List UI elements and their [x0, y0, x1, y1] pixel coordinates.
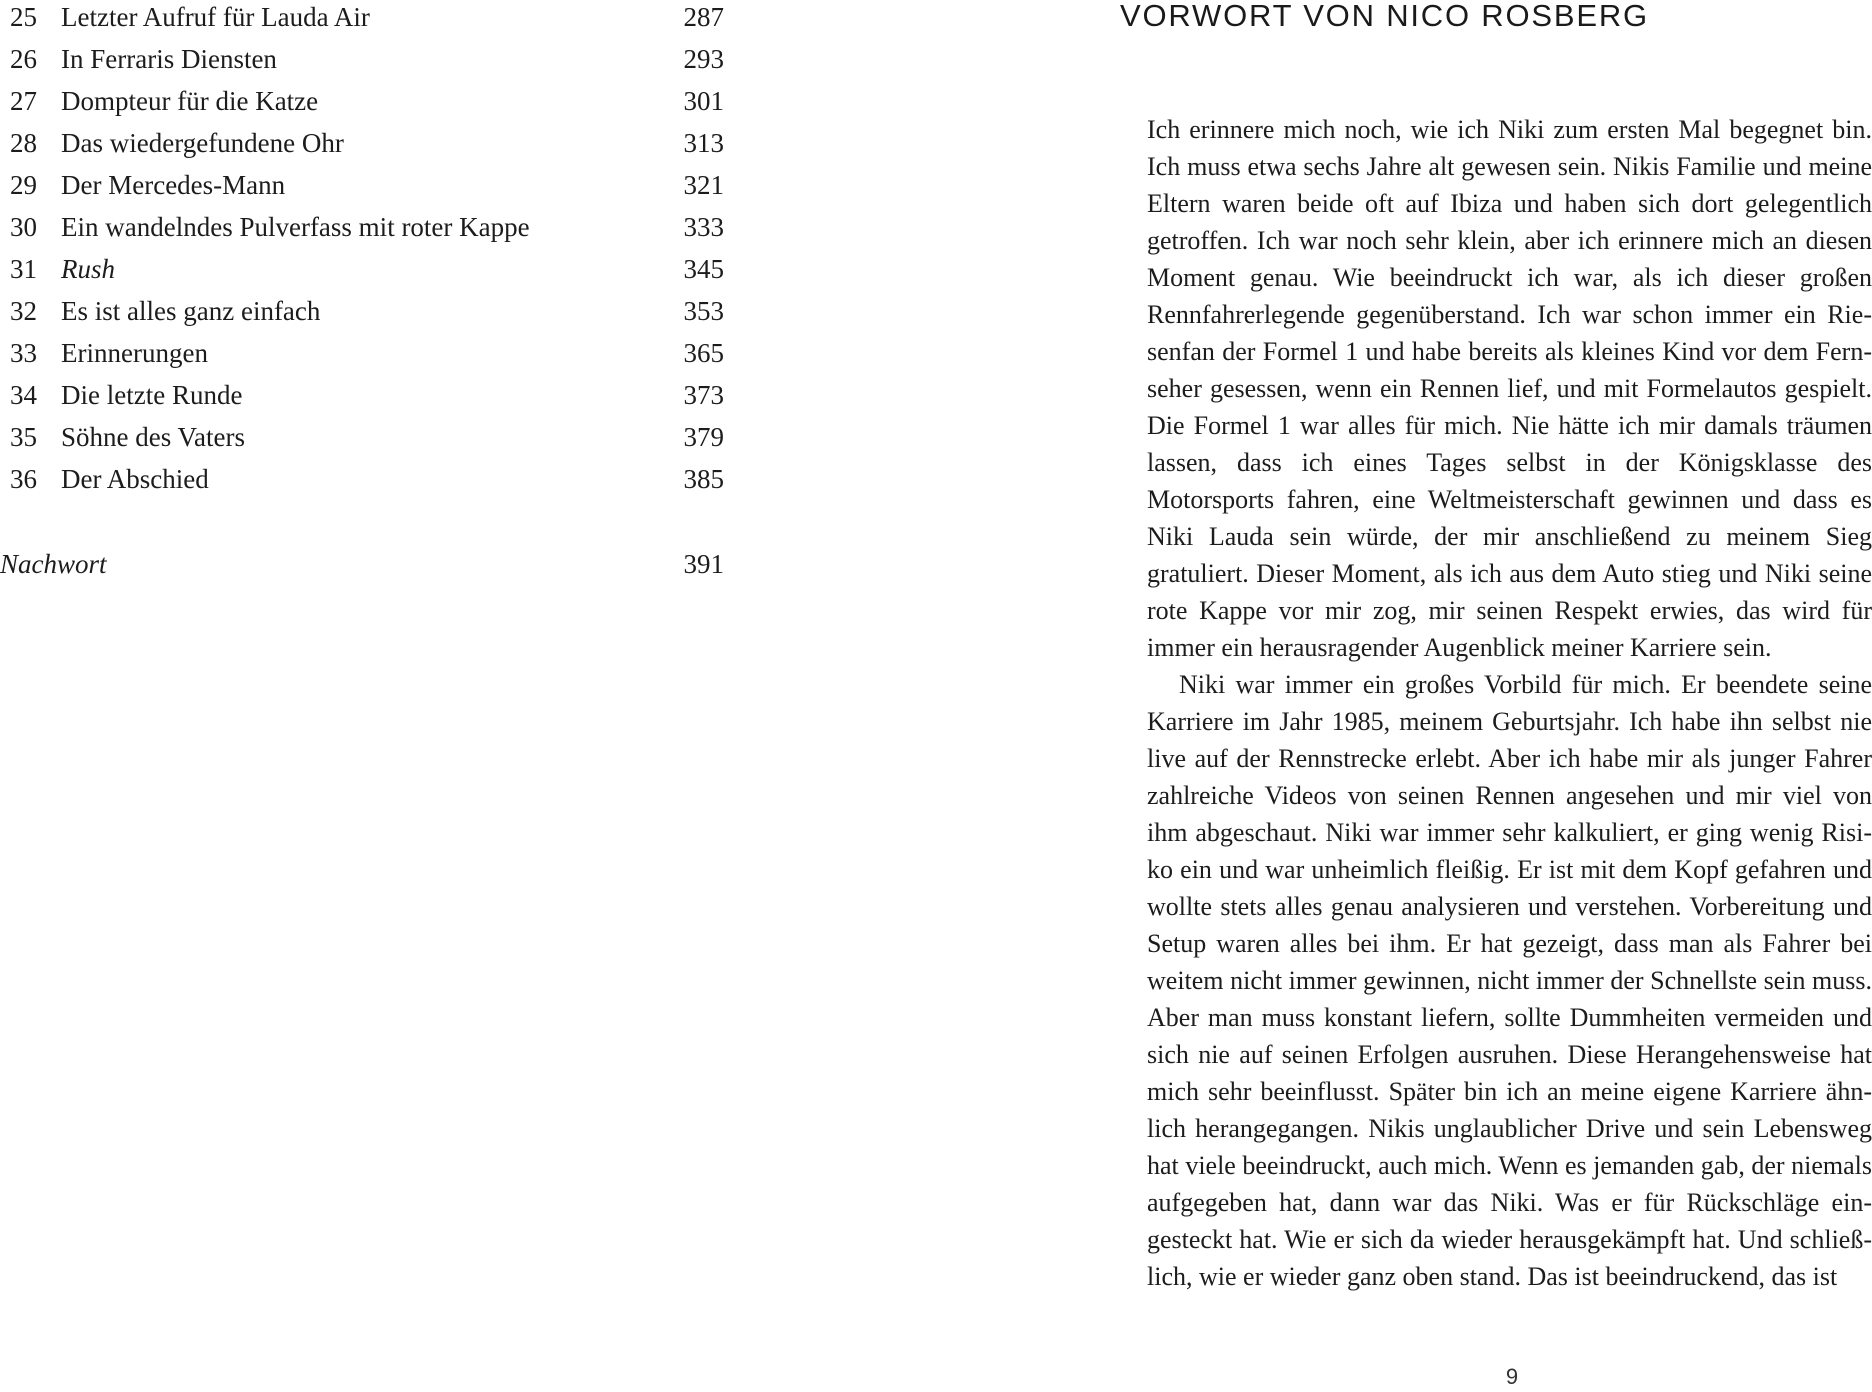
toc-entry	[0, 211, 724, 253]
toc-entry	[0, 379, 724, 421]
toc-entry-title: Der Abschied	[61, 464, 209, 494]
toc-entry-title: Das wiedergefundene Ohr	[61, 128, 344, 158]
toc-entry-title: Der Mercedes-Mann	[61, 170, 286, 200]
toc-entry-page: 373	[683, 380, 724, 410]
chapter-heading: VORWORT VON NICO ROSBERG	[1120, 0, 1649, 33]
foreword-body	[1147, 111, 1872, 1295]
toc-afterword-title: Nachwort	[0, 549, 107, 579]
toc-entry-number: 32	[10, 296, 37, 326]
toc-entry-number: 28	[10, 128, 37, 158]
toc-entry-number: 33	[10, 338, 37, 368]
toc-entry	[0, 295, 724, 337]
toc-entry	[0, 127, 724, 169]
toc-entry-title: Söhne des Vaters	[61, 422, 245, 452]
toc-entry-number: 35	[10, 422, 37, 452]
toc-entry	[0, 421, 724, 463]
toc-entry-page: 301	[683, 86, 724, 116]
toc-entry-title: Ein wandelndes Pulverfass mit roter Kappe	[61, 212, 530, 242]
toc-entry	[0, 43, 724, 85]
toc-entry-title: Letzter Aufruf für Lauda Air	[61, 2, 370, 32]
toc-entry-number: 36	[10, 464, 37, 494]
toc-entry-number: 34	[10, 380, 37, 410]
paragraph: Niki war immer ein großes Vorbild für mich. Er beendete seine Karriere im Jahr 1985, meinem Geburtsjahr. Ich habe ihn selbst nie live auf der Rennstrecke erlebt. Aber ich habe mir als junger Fahrer zahlreiche Videos von seinen Rennen angesehen und mir viel von ihm abgeschaut. Niki war immer sehr kalkuliert, er ging wenig Risiko ein und war unheimlich fleißig. Er ist mit dem Kopf gefahren und wollte stets alles genau analysieren und verstehen. Vorbereitung und Setup waren alles bei ihm. Er hat gezeigt, dass man als Fahrer bei weitem nicht immer gewinnen, nicht immer der Schnellste sein muss. Aber man muss konstant liefern, sollte Dummheiten vermeiden und sich nie auf seinen Erfolgen ausruhen. Diese Herangehensweise hat mich sehr beeinflusst. Später bin ich an meine eigene Karriere ähnlich herangegangen. Nikis unglaublicher Drive und sein Lebensweg hat viele beeindruckt, auch mich. Wenn es jemanden gab, der niemals aufgegeben hat, dann war das Niki. Was er für Rückschläge eingesteckt hat. Wie er sich da wieder herausgekämpft hat. Und schließlich, wie er wieder ganz oben stand. Das ist beeindruckend, das ist	[1147, 670, 1872, 1291]
toc-entry-title: In Ferraris Diensten	[61, 44, 277, 74]
toc-entry-page: 321	[683, 170, 724, 200]
toc-entry-number: 29	[10, 170, 37, 200]
toc-afterword-page: 391	[683, 549, 724, 579]
toc-entry-page: 287	[683, 2, 724, 32]
toc-entry-title: Dompteur für die Katze	[61, 86, 319, 116]
toc-entry-page: 333	[683, 212, 724, 242]
toc-entry	[0, 85, 724, 127]
toc-entry-page: 379	[683, 422, 724, 452]
toc-entry-number: 31	[10, 254, 37, 284]
toc-entry-title: Die letzte Runde	[61, 380, 243, 410]
toc-entry-page: 313	[683, 128, 724, 158]
toc-entry-number: 25	[10, 2, 37, 32]
toc-entry	[0, 337, 724, 379]
toc-entry	[0, 253, 724, 295]
toc-entry-number: 27	[10, 86, 37, 116]
toc-entry-page: 365	[683, 338, 724, 368]
toc-entry-page: 353	[683, 296, 724, 326]
toc-entry-page: 345	[683, 254, 724, 284]
toc-entry-page: 385	[683, 464, 724, 494]
toc-entry-title: Erinnerungen	[61, 338, 208, 368]
toc-entry-title: Es ist alles ganz einfach	[61, 296, 321, 326]
paragraph: Ich erinnere mich noch, wie ich Niki zum ersten Mal begegnet bin. Ich muss etwa sechs Jahre alt gewesen sein. Nikis Familie und meine Eltern waren beide oft auf Ibiza und haben sich dort gelegentlich getroffen. Ich war noch sehr klein, aber ich erinnere mich an diesen Moment genau. Wie beeindruckt ich war, als ich dieser großen Rennfahrerlegende gegenüberstand. Ich war schon immer ein Riesenfan der Formel 1 und habe bereits als kleines Kind vor dem Fernseher gesessen, wenn ein Rennen lief, und mit Formelautos gespielt. Die Formel 1 war alles für mich. Nie hätte ich mir damals träumen lassen, dass ich eines Tages selbst in der Königsklasse des Motorsports fahren, eine Weltmeisterschaft gewinnen und dass es Niki Lauda sein würde, der mir anschließend zu meinem Sieg gratuliert. Dieser Moment, als ich aus dem Auto stieg und Niki seine rote Kappe vor mir zog, mir seinen Respekt erwies, das wird für immer ein herausragender Augenblick meiner Karriere sein.	[1147, 115, 1872, 662]
toc-entry-title: Rush	[61, 254, 115, 284]
toc-entry-number: 26	[10, 44, 37, 74]
page-number: 9	[1505, 1364, 1519, 1389]
toc-entry	[0, 1, 724, 43]
toc-afterword	[0, 548, 724, 590]
toc-entry-number: 30	[10, 212, 37, 242]
toc-entry-page: 293	[683, 44, 724, 74]
toc-entry	[0, 169, 724, 211]
toc-entry	[0, 463, 724, 505]
